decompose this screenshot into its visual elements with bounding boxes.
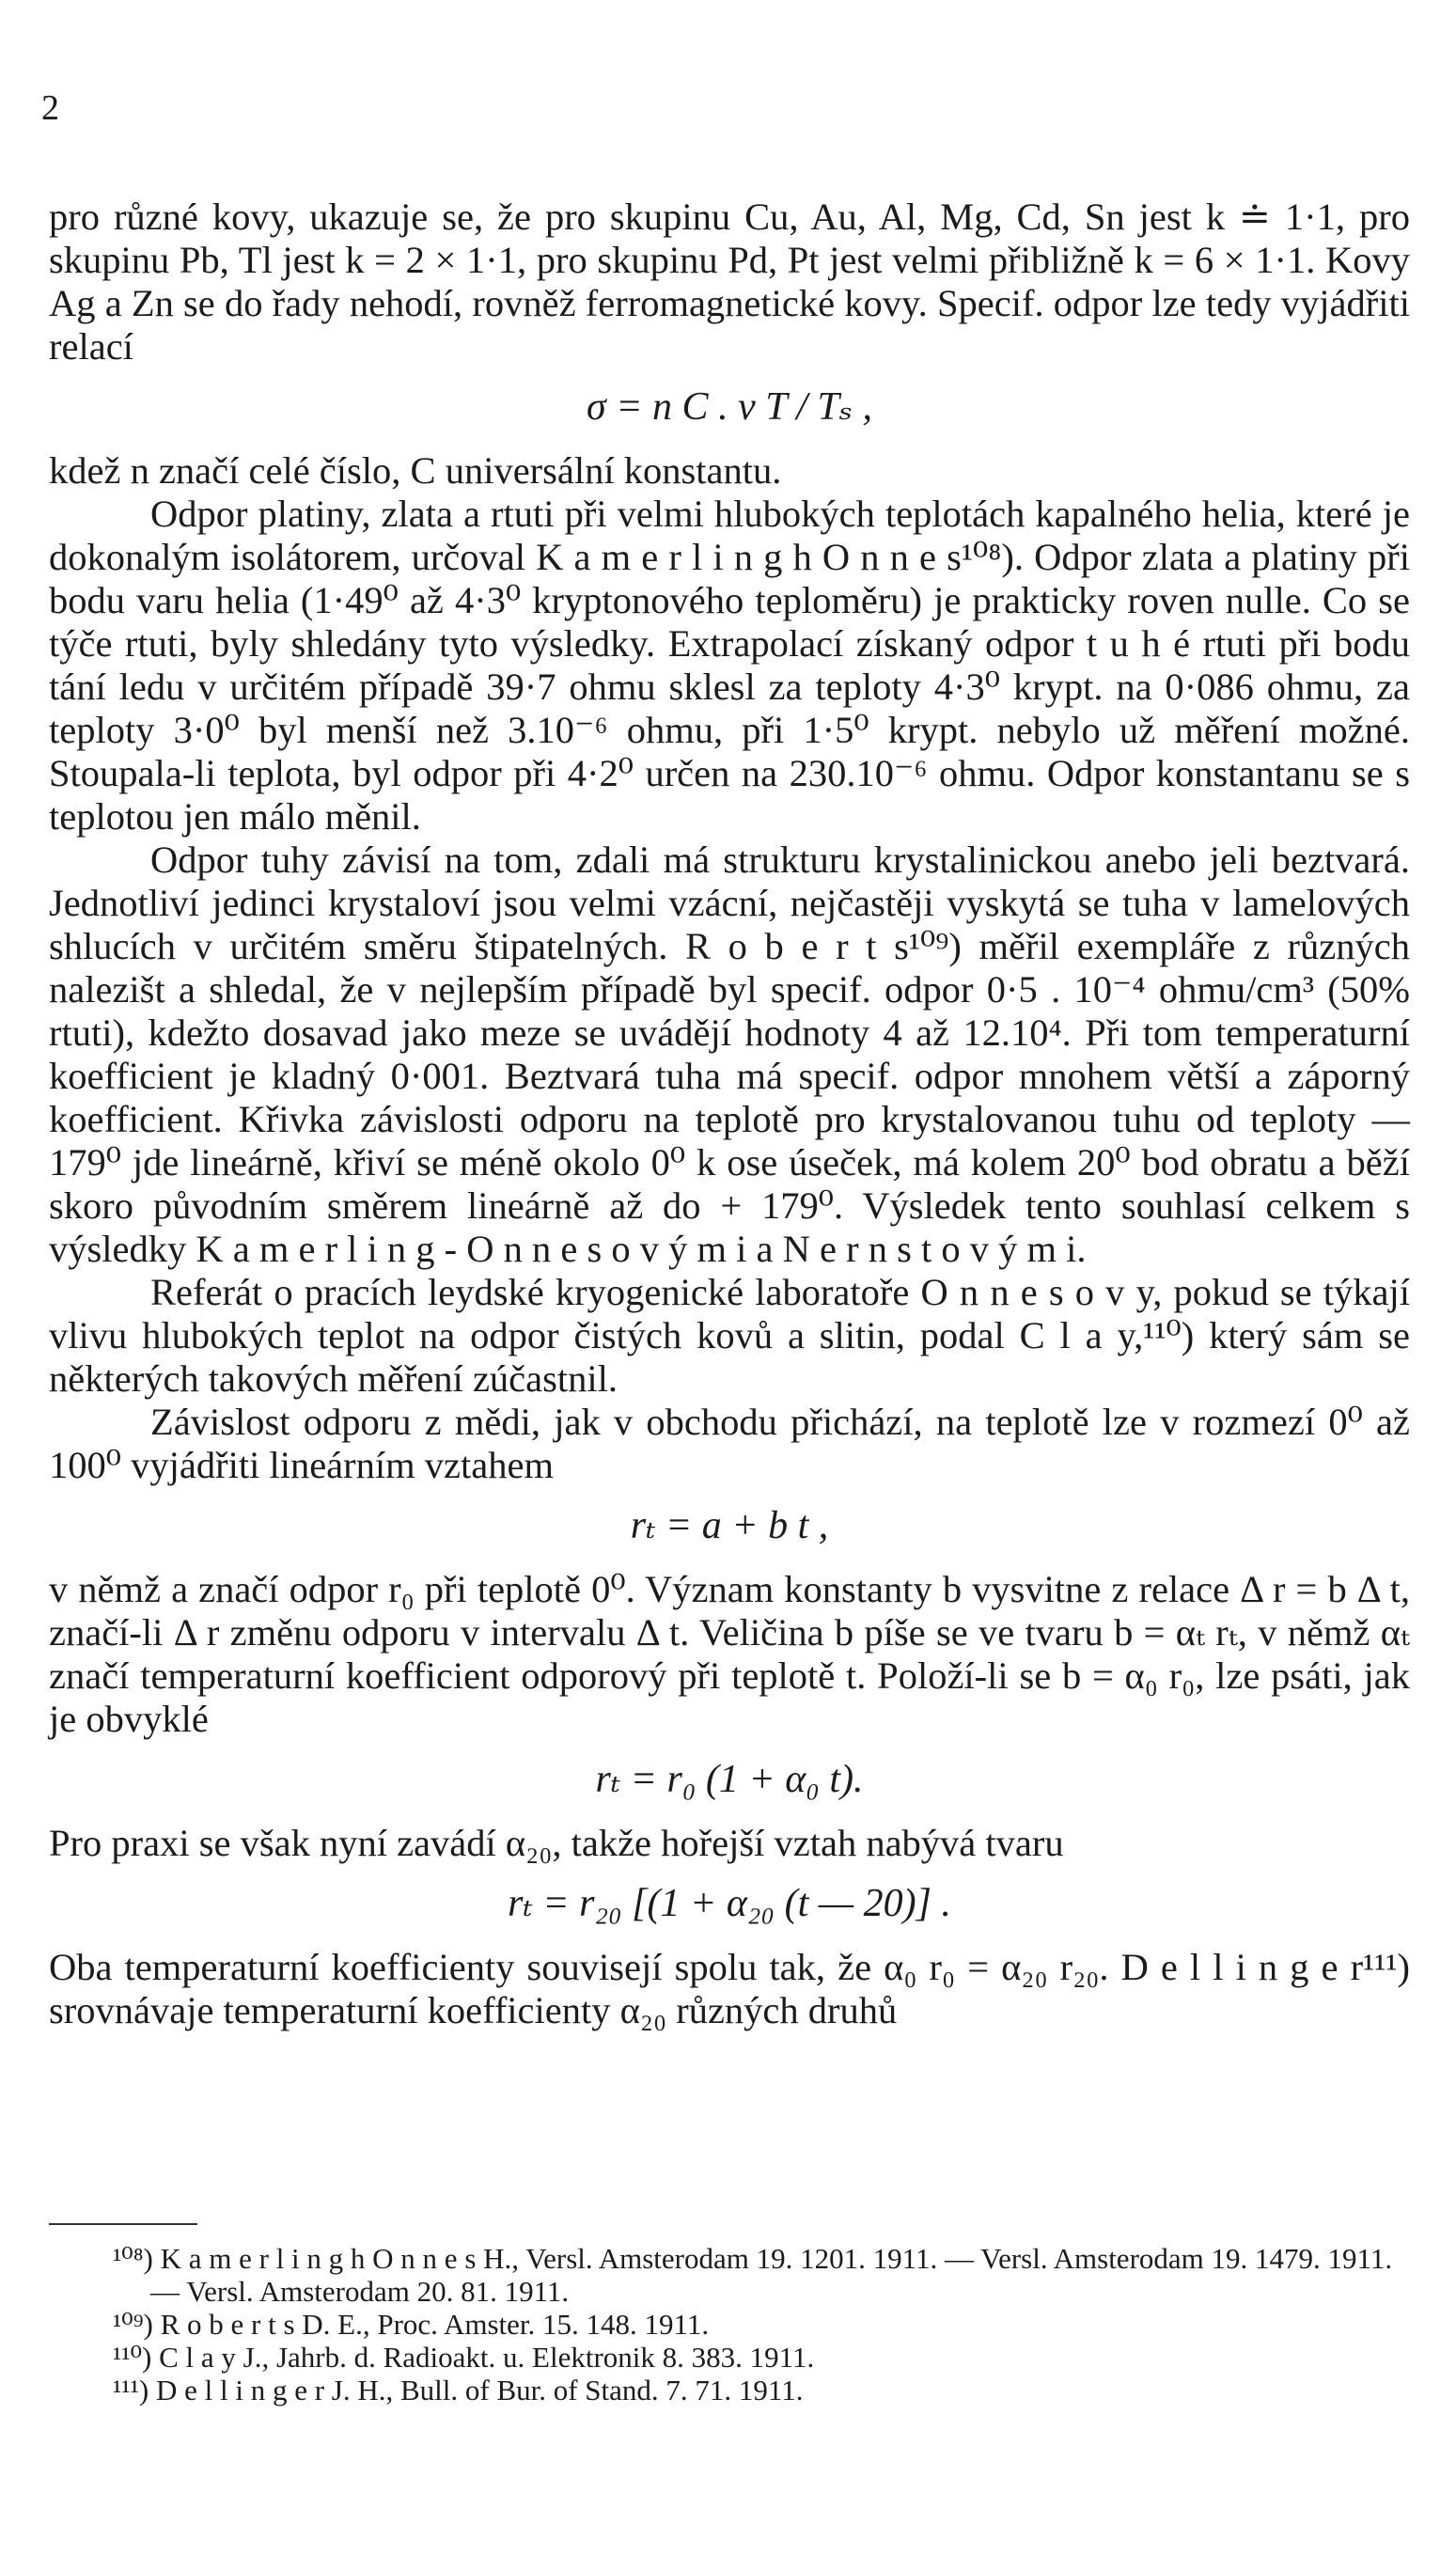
formula-alpha20: rₜ = r₂₀ [(1 + α₂₀ (t — 20)] . [508,1882,951,1925]
page-number: 2 [41,88,59,128]
paragraph-praxe: Pro praxi se však nyní zavádí α₂₀, takže hořejší vztah nabývá tvaru [49,1822,1064,1864]
paragraph-1: pro různé kovy, ukazuje se, že pro skupinu Cu, Au, Al, Mg, Cd, Sn jest k ≐ 1·1, pro skupinu Pb, Tl jest k = 2 × 1·1, pro skupinu Pd, Pt jest velmi přibližně k = 6 × 1·1. Kovy Ag a Zn se do řady nehodí, rovněž ferromagnetické kovy. Specif. odpor lze tedy vyjádřiti relací [49,196,1410,368]
paragraph-dellinger: Oba temperaturní koefficienty souvisejí spolu tak, že α₀ r₀ = α₂₀ r₂₀. D e l l i n g e r¹¹¹) srovnávaje temperaturní koefficienty α₂₀ různých druhů [49,1946,1410,2031]
paragraph-constants: v němž a značí odpor r₀ při teplotě 0⁰. Význam konstanty b vysvitne z relace Δ r = b Δ t, značí-li Δ r změnu odporu v intervalu Δ t. Veličina b píše se ve tvaru b = αₜ rₜ, v němž αₜ značí temperaturní koefficient odporový při teplotě t. Položí-li se b = α₀ r₀, lze psáti, jak je obvyklé [49,1568,1410,1740]
paragraph-2: kdež n značí celé číslo, C universální konstantu. [49,449,782,492]
paragraph-graphite: Odpor tuhy závisí na tom, zdali má strukturu krystalinickou anebo jeli beztvará. Jednotliví jedinci krystaloví jsou velmi vzácní, nejčastěji vyskytá se tuha v lamelových shlucích v určitém směru štipatelných. R o b e r t s¹⁰⁹) měřil exempláře z různých nalezišt a shledal, že v nejlepším případě byl specif. odpor 0·5 . 10⁻⁴ ohmu/cm³ (50% rtuti), kdežto dosavad jako meze se uvádějí hodnoty 4 až 12.10⁴. Při tom temperaturní koefficient je kladný 0·001. Beztvará tuha má specif. odpor mnohem větší a záporný koefficient. Křivka závislosti odporu na teplotě pro krystalovanou tuhu od teploty — 179⁰ jde lineárně, křiví se méně okolo 0⁰ k ose úseček, má kolem 20⁰ bod obratu a běží skoro původním směrem lineárně až do + 179⁰. Výsledek tento souhlasí celkem s výsledky K a m e r l i n g - O n n e s o v ý m i a N e r n s t o v ý m i. [49,839,1410,1270]
footnote-109: ¹⁰⁹) R o b e r t s D. E., Proc. Amster. 15. 148. 1911. [113,2308,710,2341]
paragraph-platinum: Odpor platiny, zlata a rtuti při velmi hlubokých teplotách kapalného helia, které je dokonalým isolátorem, určoval K a m e r l i n g h O n n e s¹⁰⁸). Odpor zlata a platiny při bodu varu helia (1·49⁰ až 4·3⁰ kryptonového teploměru) je prakticky roven nulle. Co se týče rtuti, byly shledány tyto výsledky. Extrapolací získaný odpor t u h é rtuti při bodu tání ledu v určitém případě 39·7 ohmu sklesl za teploty 4·3⁰ krypt. na 0·086 ohmu, za teploty 3·0⁰ byl menší než 3.10⁻⁶ ohmu, při 1·5⁰ krypt. nebylo už měření možné. Stoupala-li teplota, byl odpor při 4·2⁰ určen na 230.10⁻⁶ ohmu. Odpor konstantanu se s teplotou jen málo měnil. [49,493,1410,838]
main-text [49,196,1410,2032]
footnote-110: ¹¹⁰) C l a y J., Jahrb. d. Radioakt. u. Elektronik 8. 383. 1911. [113,2341,815,2374]
footnote-108: ¹⁰⁸) K a m e r l i n g h O n n e s H., Versl. Amsterodam 19. 1201. 1911. — Versl. Amsterodam 19. 1479. 1911. — Versl. Amsterodam 20. 81. 1911. [113,2242,1393,2308]
footnotes [49,2242,1410,2406]
formula-linear: rₜ = a + b t , [630,1504,829,1547]
formula-sigma: σ = n C . v T / Tₛ , [587,385,872,429]
paragraph-referat: Referát o pracích leydské kryogenické laboratoře O n n e s o v y, pokud se týkají vlivu hlubokých teplot na odpor čistých kovů a slitin, podal C l a y,¹¹⁰) který sám se některých takových měření zúčastnil. [49,1271,1410,1400]
footnote-divider [49,2223,197,2225]
formula-alpha0: rₜ = r₀ (1 + α₀ t). [595,1758,864,1801]
footnote-111: ¹¹¹) D e l l i n g e r J. H., Bull. of Bur. of Stand. 7. 71. 1911. [113,2374,804,2406]
paragraph-copper: Závislost odporu z mědi, jak v obchodu přichází, na teplotě lze v rozmezí 0⁰ až 100⁰ vyjádřiti lineárním vztahem [49,1401,1410,1486]
